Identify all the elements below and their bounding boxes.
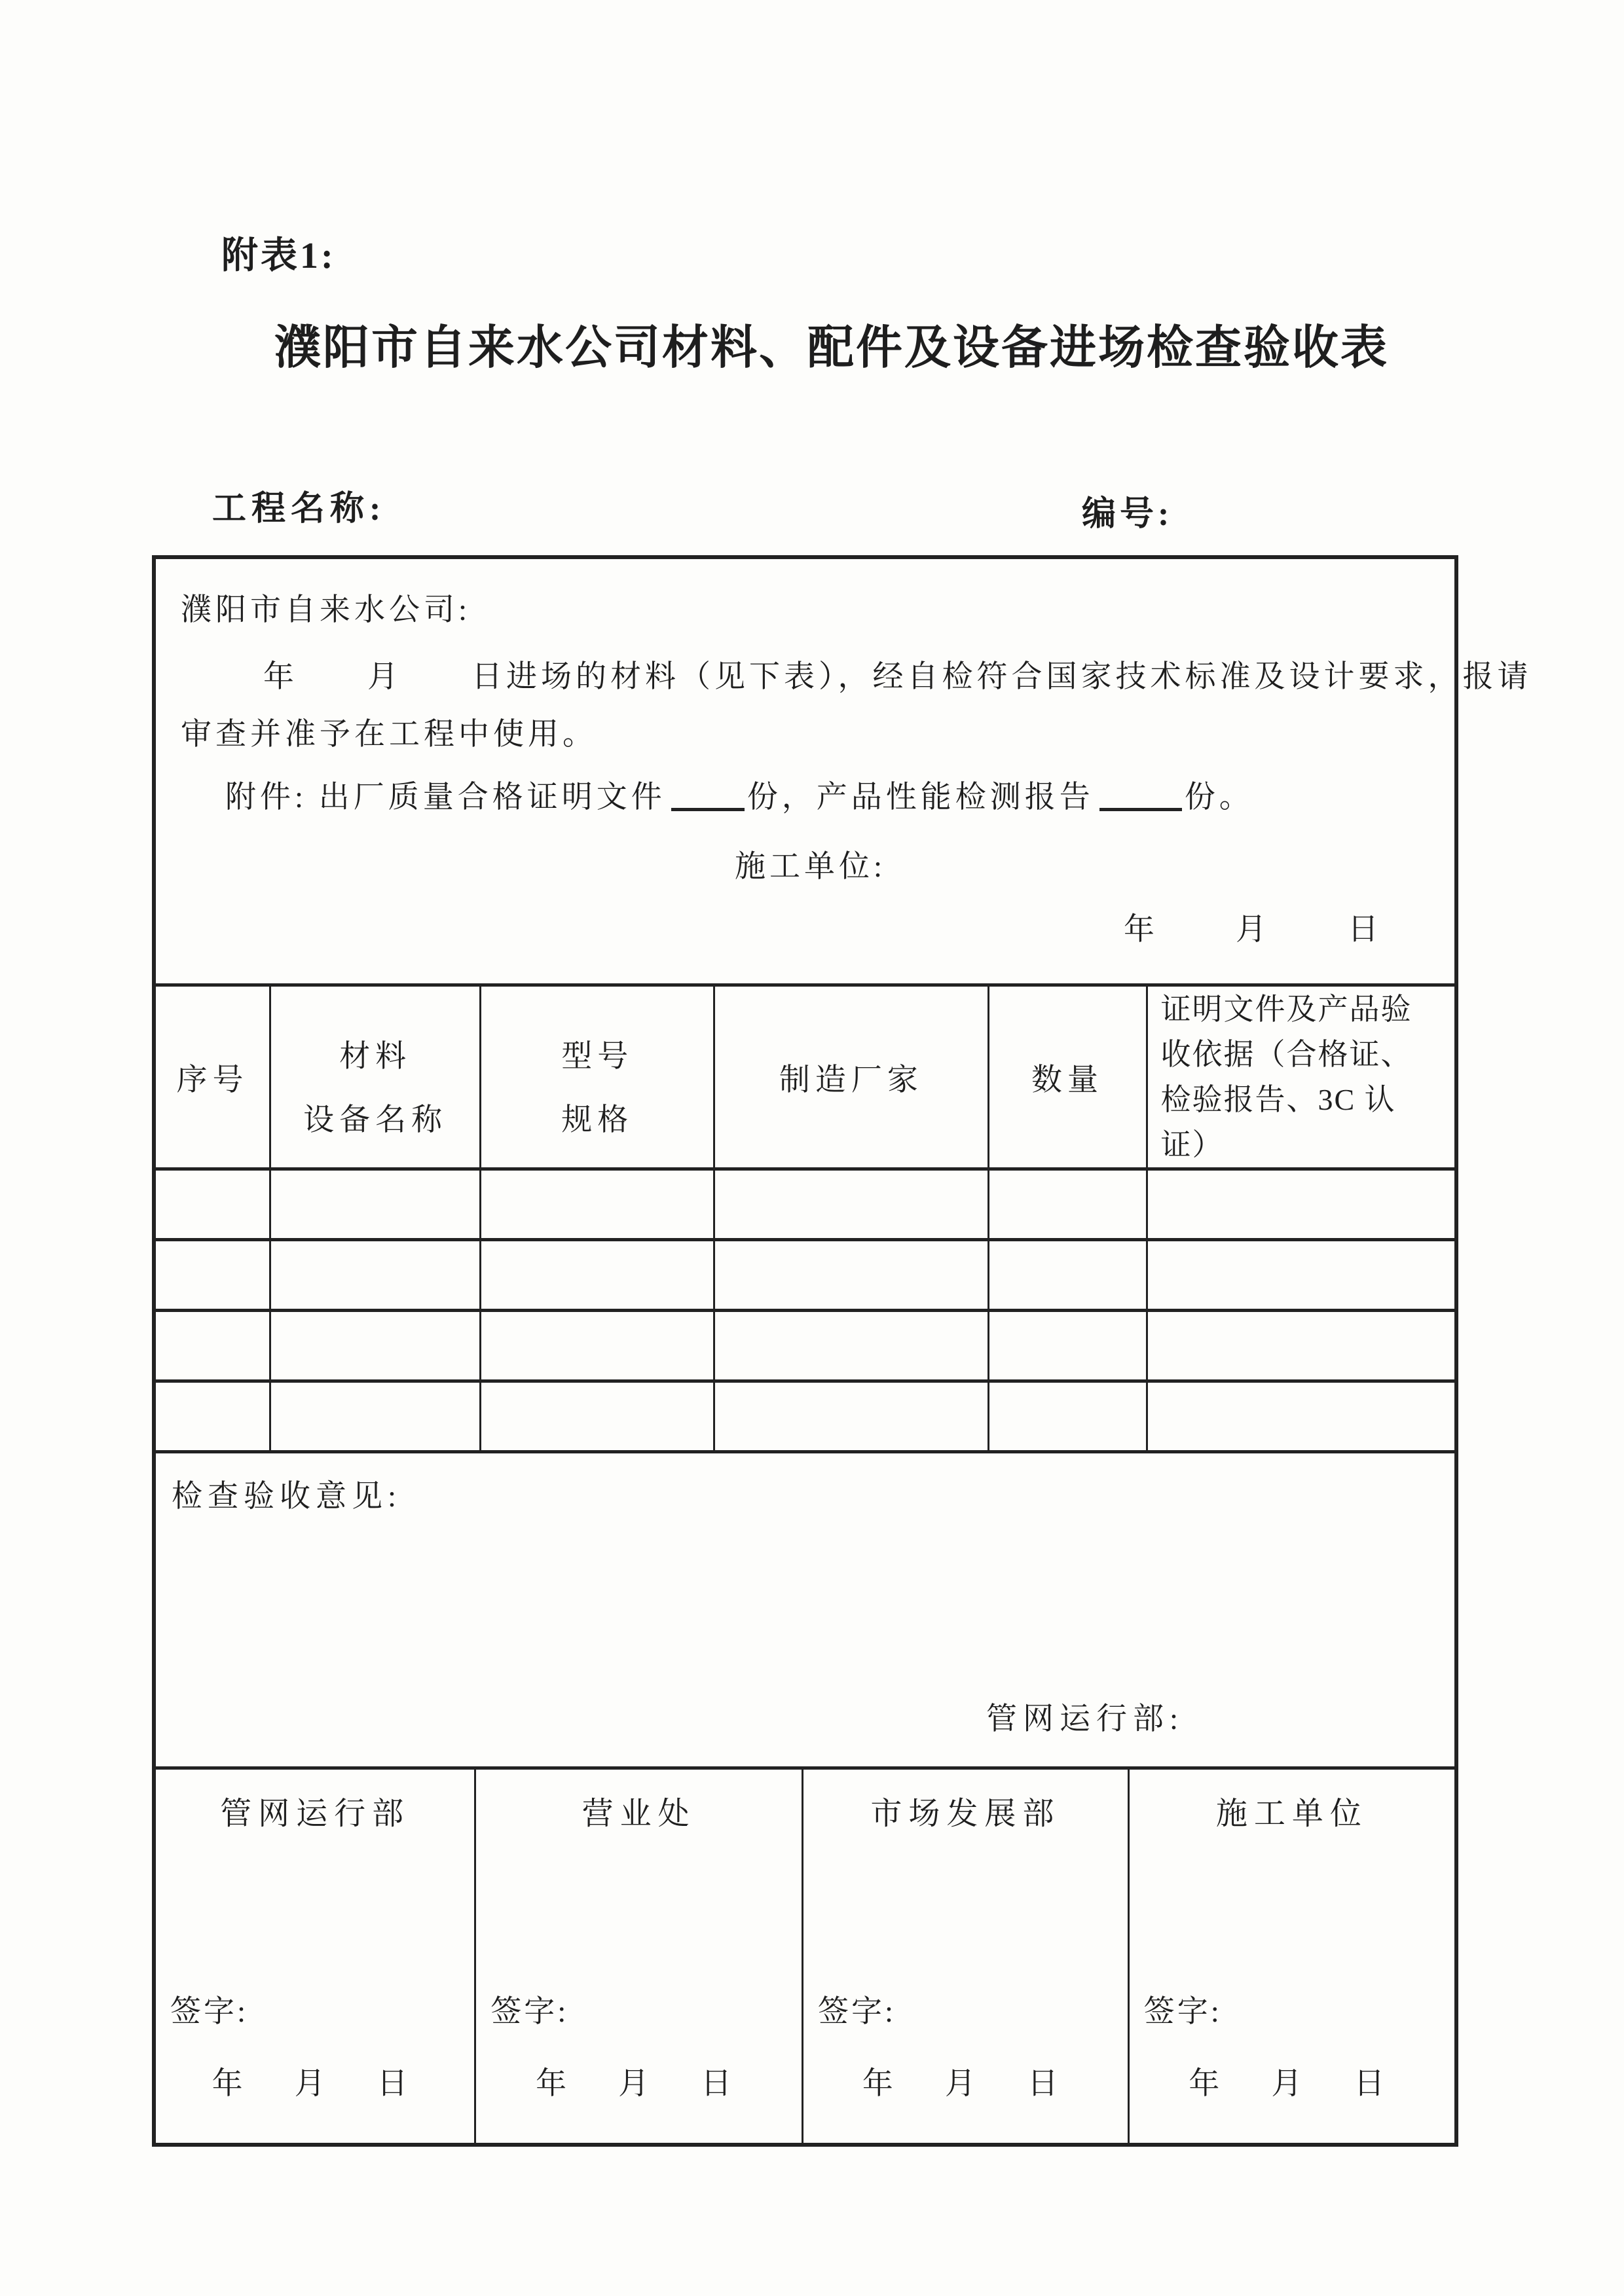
material-empty-cell xyxy=(714,1169,988,1240)
material-empty-cell xyxy=(988,1381,1147,1452)
header-evidence: 证明文件及产品验收依据（合格证、检验报告、3C 认证） xyxy=(1147,985,1454,1169)
attachment-table-annotation: 附表1: xyxy=(221,236,336,276)
material-empty-cell xyxy=(156,1240,270,1311)
material-empty-cell xyxy=(270,1381,481,1452)
blank-underline-copies-1 xyxy=(671,782,745,811)
material-empty-row xyxy=(156,1311,1454,1381)
signature-col-title: 施工单位 xyxy=(1215,1796,1368,1831)
form-outer-box xyxy=(152,555,1532,2147)
material-empty-cell xyxy=(1147,1381,1454,1452)
material-empty-cell xyxy=(270,1240,481,1311)
sign-date-line: 年 月 日 xyxy=(862,2067,1069,2101)
material-empty-cell xyxy=(156,1169,270,1240)
builder-unit-label: 施工单位: xyxy=(735,850,887,884)
sign-label: 签字: xyxy=(1143,1995,1222,2029)
header-manufacturer: 制造厂家 xyxy=(714,985,988,1169)
header-model-line2: 规格 xyxy=(561,1103,634,1137)
material-empty-row xyxy=(156,1240,1454,1311)
signature-col-title: 营业处 xyxy=(581,1796,696,1831)
material-empty-cell xyxy=(988,1311,1147,1381)
notice-date-line: 年 月 日 xyxy=(1124,913,1385,947)
opinion-section xyxy=(156,1453,1454,1766)
material-empty-row xyxy=(156,1169,1454,1240)
signature-table xyxy=(156,1766,1454,2143)
header-quantity: 数量 xyxy=(988,985,1147,1169)
material-empty-cell xyxy=(1147,1169,1454,1240)
material-empty-cell xyxy=(481,1311,714,1381)
material-empty-cell xyxy=(1147,1311,1454,1381)
materials-header-row xyxy=(156,985,1454,1169)
opinion-department-label: 管网运行部: xyxy=(986,1702,1185,1736)
sign-label: 签字: xyxy=(818,1995,896,2029)
header-model-line1: 型号 xyxy=(561,1040,634,1074)
attachment-suffix: 份。 xyxy=(1184,780,1254,814)
form-number-label: 编号: xyxy=(1082,496,1173,533)
sign-label: 签字: xyxy=(490,1995,569,2029)
page-title: 濮阳市自来水公司材料、配件及设备进场检查验收表 xyxy=(274,323,1389,374)
material-empty-row xyxy=(156,1381,1454,1452)
material-empty-cell xyxy=(988,1240,1147,1311)
material-empty-cell xyxy=(714,1311,988,1381)
material-empty-cell xyxy=(714,1240,988,1311)
header-model-spec xyxy=(481,985,714,1169)
signature-cell-business-office xyxy=(475,1768,803,2143)
material-empty-cell xyxy=(481,1240,714,1311)
material-empty-cell xyxy=(270,1311,481,1381)
header-material-line2: 设备名称 xyxy=(303,1103,448,1137)
materials-table-body xyxy=(156,1169,1454,1452)
material-empty-cell xyxy=(1147,1240,1454,1311)
sign-label: 签字: xyxy=(170,1995,249,2029)
signature-cell-market-dept xyxy=(803,1768,1129,2143)
header-seq-no: 序号 xyxy=(156,985,270,1169)
notice-body-line2: 审查并准予在工程中使用。 xyxy=(181,718,597,752)
signature-col-title: 管网运行部 xyxy=(220,1796,411,1831)
material-empty-cell xyxy=(481,1169,714,1240)
sign-date-line: 年 月 日 xyxy=(1189,2067,1395,2101)
attachment-middle: 份，产品性能检测报告 xyxy=(747,780,1094,814)
notice-salutation: 濮阳市自来水公司: xyxy=(181,593,471,627)
notice-section xyxy=(156,559,1532,983)
attachment-prefix: 附件: 出厂质量合格证明文件 xyxy=(225,780,666,814)
material-empty-cell xyxy=(156,1381,270,1452)
signature-col-title: 市场发展部 xyxy=(870,1796,1061,1831)
sign-date-line: 年 月 日 xyxy=(212,2067,418,2101)
signature-cell-builder-unit xyxy=(1128,1768,1454,2143)
materials-table xyxy=(156,983,1454,1453)
sign-date-line: 年 月 日 xyxy=(536,2067,743,2101)
material-empty-cell xyxy=(156,1311,270,1381)
opinion-label: 检查验收意见: xyxy=(172,1480,402,1514)
attachment-line xyxy=(225,773,1254,816)
material-empty-cell xyxy=(481,1381,714,1452)
project-name-label: 工程名称: xyxy=(212,490,386,528)
material-empty-cell xyxy=(270,1169,481,1240)
blank-underline-copies-2 xyxy=(1099,782,1182,811)
signature-row xyxy=(156,1768,1454,2143)
header-material-line1: 材料 xyxy=(339,1040,412,1074)
notice-body-line1: 年 月 日进场的材料（见下表），经自检符合国家技术标准及设计要求，报请 xyxy=(263,660,1532,694)
material-empty-cell xyxy=(714,1381,988,1452)
material-empty-cell xyxy=(988,1169,1147,1240)
header-material-name xyxy=(270,985,481,1169)
signature-cell-pipeline-dept xyxy=(156,1768,475,2143)
